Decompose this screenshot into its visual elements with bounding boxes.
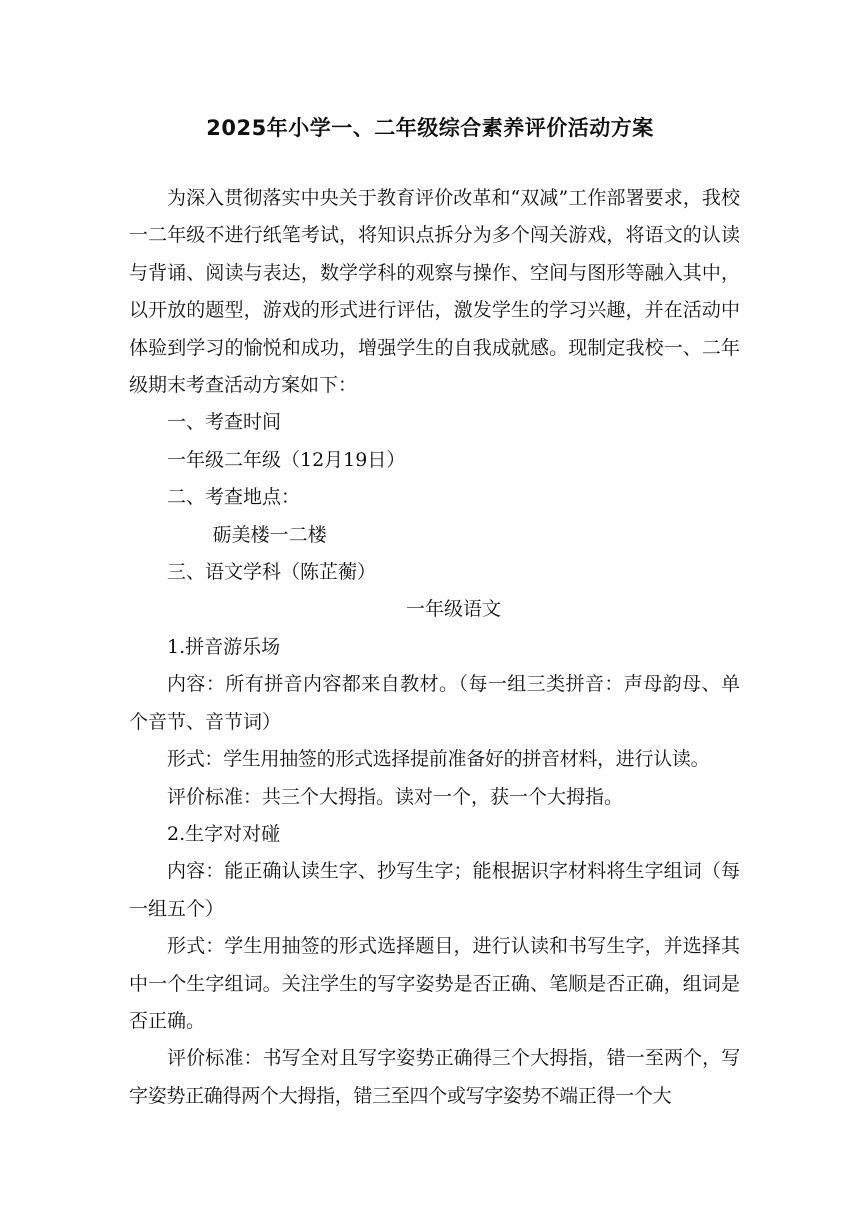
section-2-heading: 二、考查地点： (167, 486, 301, 509)
item-2-standard: 评价标准：书写全对且写字姿势正确得三个大拇指，错一至两个，写字姿势正确得两个大拇指，错三至四个或写字姿势不端正得一个大 (129, 1047, 740, 1107)
item-1-standard: 评价标准：共三个大拇指。读对一个，获一个大拇指。 (167, 785, 624, 808)
item-1-title: 1.拼音游乐场 (167, 635, 281, 658)
section-3-heading: 三、语文学科（陈芷蘅） (167, 561, 377, 584)
intro-paragraph: 为深入贯彻落实中央关于教育评价改革和“双减”工作部署要求，我校一二年级不进行纸笔考试，将知识点拆分为多个闯关游戏，将语文的认读与背诵、阅读与表达，数学学科的观察与操作、空间与图形等融入其中，以开放的题型，游戏的形式进行评估，激发学生的学习兴趣，并在活动中体验到学习的愉悦和成功，增强学生的自我成就感。现制定我校一、二年级期末考查活动方案如下： (129, 187, 740, 397)
section-2-detail: 砺美楼一二楼 (212, 523, 327, 546)
section-1-heading: 一、考查时间 (167, 411, 282, 434)
item-2-content: 内容：能正确认读生字、抄写生字；能根据识字材料将生字组词（每一组五个） (129, 860, 740, 920)
document-title: 2025年小学一、二年级综合素养评价活动方案 (206, 116, 654, 140)
item-1-form: 形式：学生用抽签的形式选择提前准备好的拼音材料，进行认读。 (167, 748, 710, 771)
document-body (129, 180, 740, 1115)
item-2-form: 形式：学生用抽签的形式选择题目，进行认读和书写生字，并选择其中一个生字组词。关注学生的写字姿势是否正确、笔顺是否正确，组词是否正确。 (129, 935, 740, 1032)
item-2-title: 2.生字对对碰 (167, 822, 281, 845)
subsection-title: 一年级语文 (405, 598, 501, 621)
section-1-detail: 一年级二年级（12月19日） (167, 448, 406, 471)
item-1-content: 内容：所有拼音内容都来自教材。（每一组三类拼音：声母韵母、单个音节、音节词） (129, 673, 740, 733)
